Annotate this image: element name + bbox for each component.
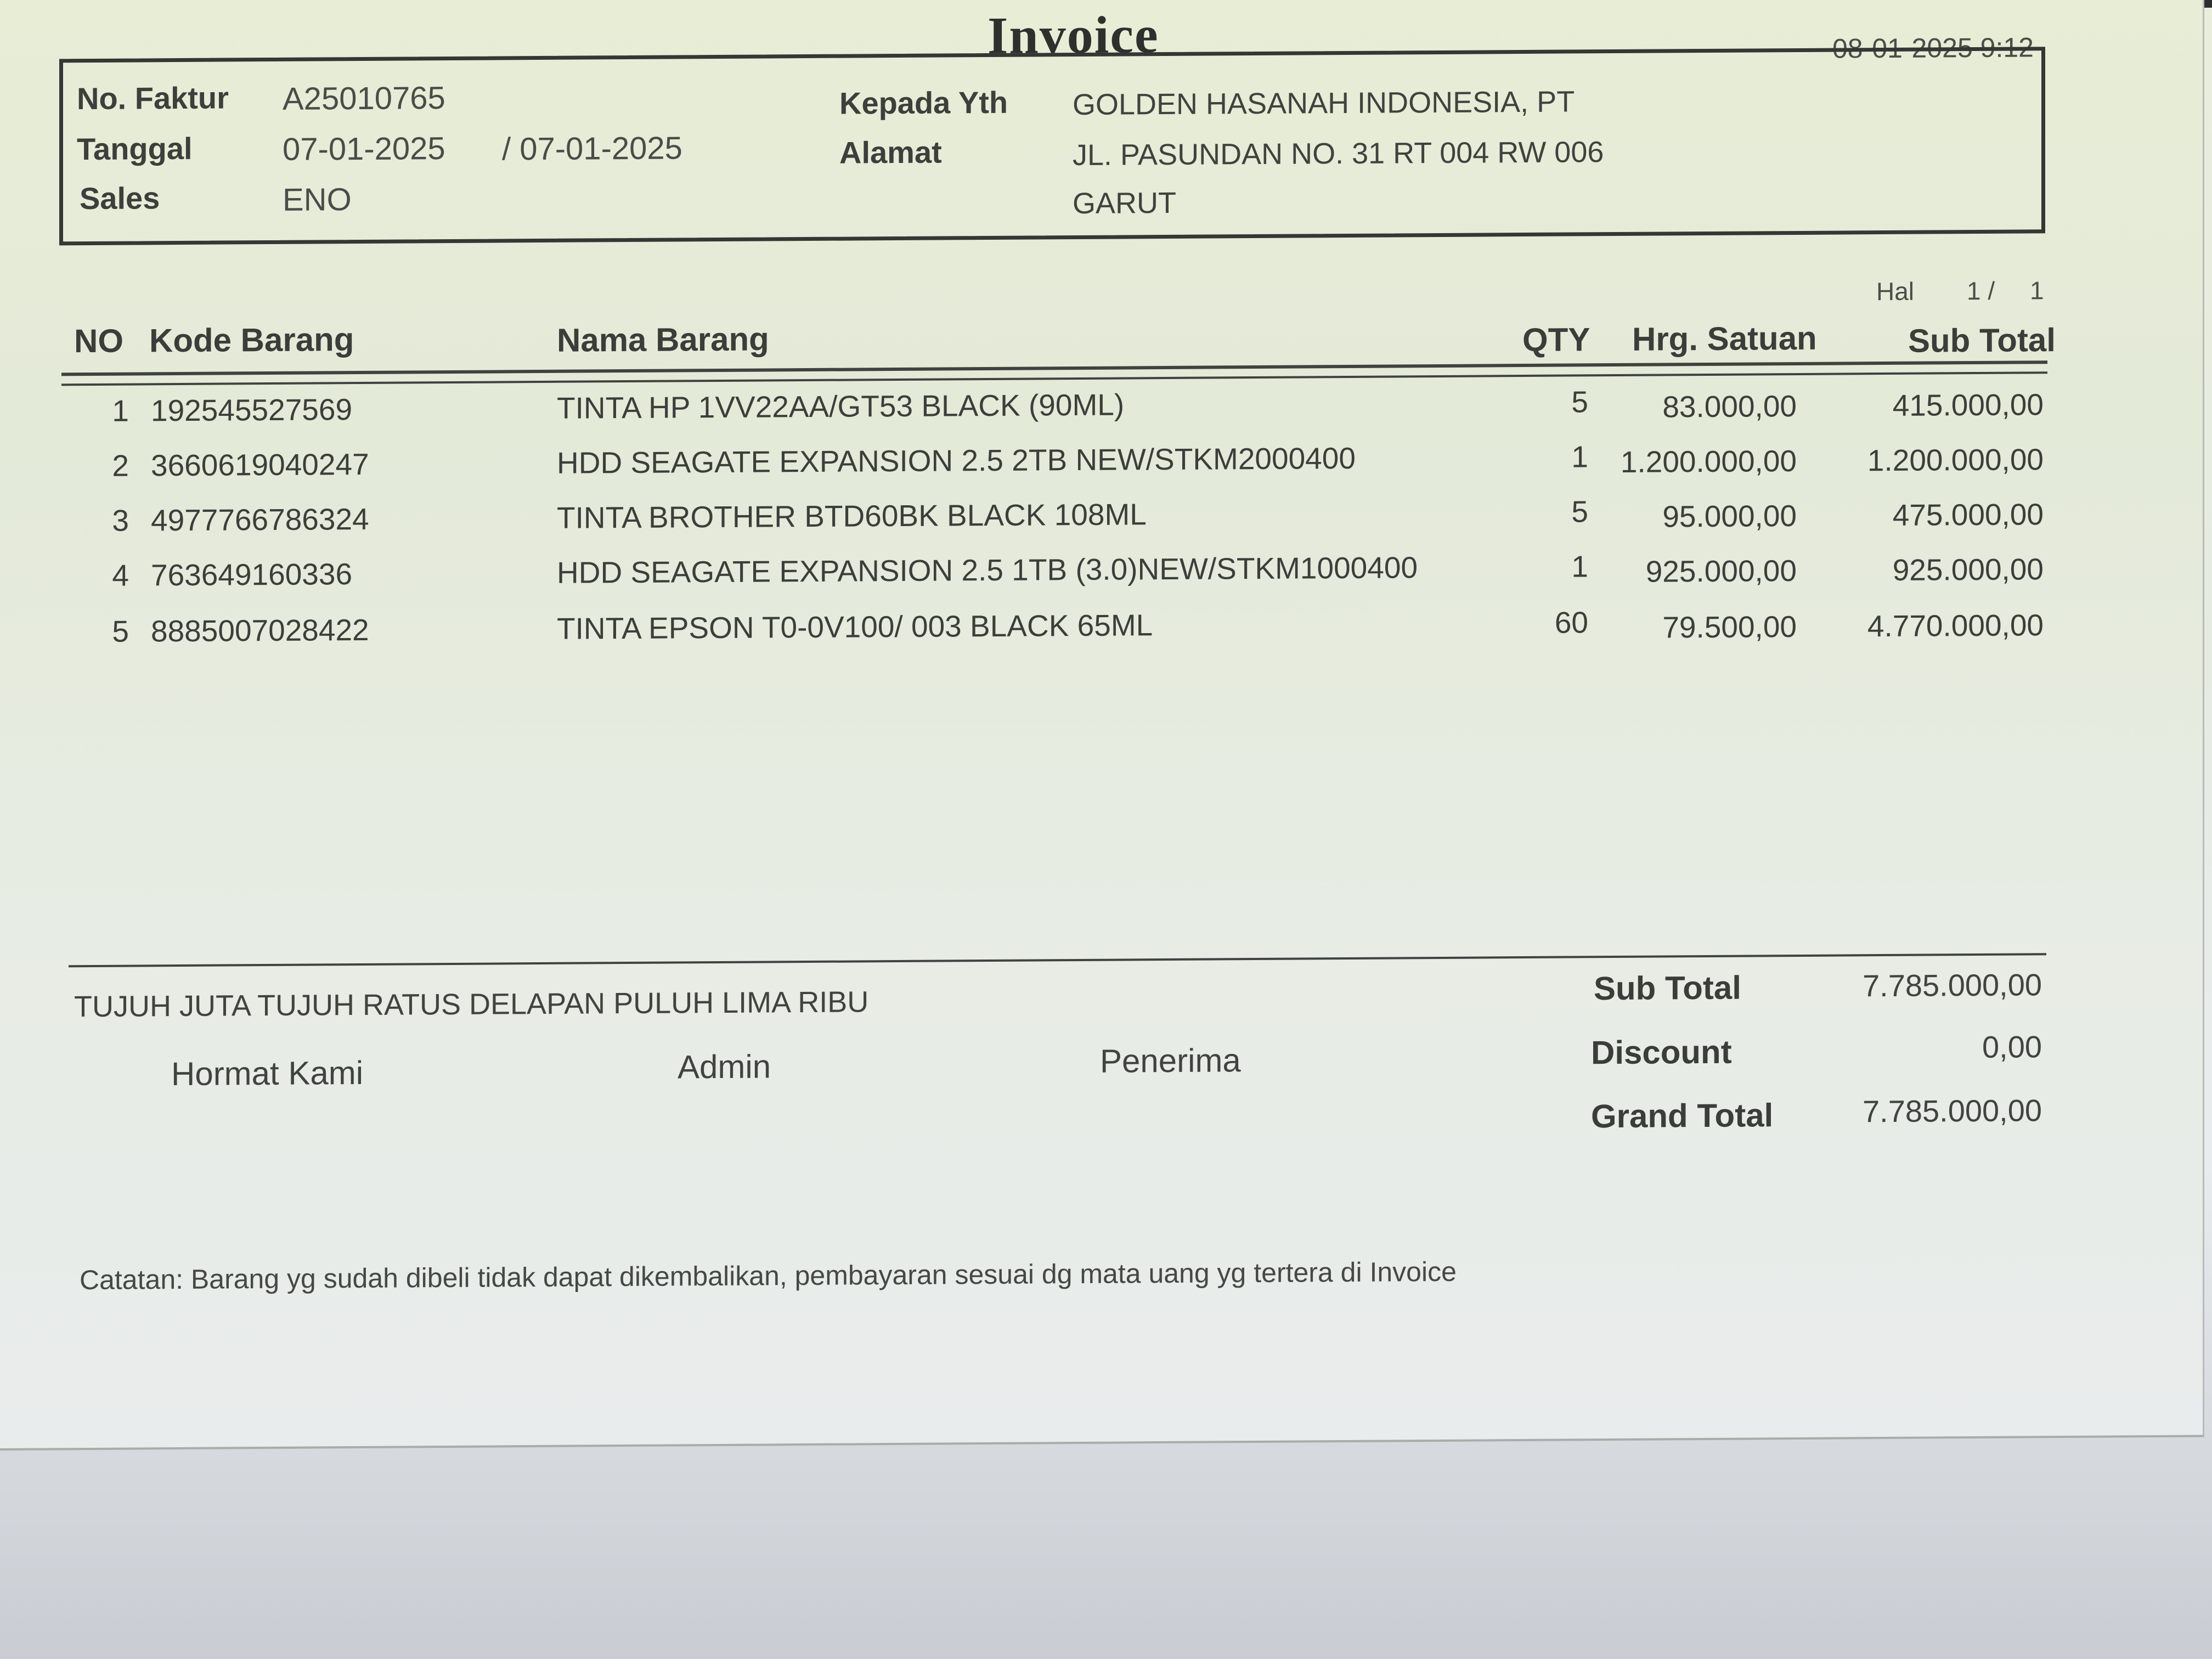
cell-no: 3: [112, 503, 129, 538]
sales-label: Sales: [80, 180, 160, 216]
col-header-subtotal: Sub Total: [1908, 321, 2056, 359]
kepada-value: GOLDEN HASANAH INDONESIA, PT: [1073, 85, 1575, 122]
discount-label: Discount: [1591, 1033, 1732, 1071]
cell-qty: 5: [1571, 385, 1588, 419]
cell-kode: 192545527569: [151, 392, 353, 428]
page-total: 1: [2030, 276, 2044, 305]
cell-no: 2: [112, 448, 129, 483]
grand-total-value: 7.785.000,00: [1863, 1093, 2042, 1129]
signature-hormat-kami: Hormat Kami: [171, 1054, 364, 1093]
alamat-line-2: GARUT: [1073, 186, 1176, 221]
subtotal-label: Sub Total: [1594, 969, 1741, 1007]
cell-nama: HDD SEAGATE EXPANSION 2.5 1TB (3.0)NEW/STKM1000400: [557, 550, 1418, 590]
cell-kode: 763649160336: [151, 557, 353, 592]
tanggal-due-value: / 07-01-2025: [502, 130, 682, 167]
col-header-kode: Kode Barang: [149, 321, 354, 359]
cell-qty: 5: [1571, 494, 1588, 529]
cell-kode: 8885007028422: [151, 612, 369, 648]
cell-qty: 1: [1571, 549, 1588, 584]
cell-qty: 60: [1554, 605, 1588, 640]
cell-subtotal: 4.770.000,00: [1867, 608, 2044, 644]
cell-harga: 83.000,00: [1662, 388, 1797, 424]
cell-no: 4: [112, 558, 129, 592]
signature-admin: Admin: [678, 1048, 771, 1086]
page-label: Hal: [1876, 276, 1915, 306]
invoice-note: Catatan: Barang yg sudah dibeli tidak dapat dikembalikan, pembayaran sesuai dg mata uang yg tertera di Invoice: [80, 1256, 1457, 1296]
col-header-nama: Nama Barang: [557, 320, 769, 359]
grand-total-label: Grand Total: [1591, 1097, 1774, 1135]
cell-subtotal: 415.000,00: [1892, 387, 2044, 422]
cell-no: 5: [112, 614, 129, 648]
col-header-no: NO: [74, 322, 123, 360]
col-header-qty: QTY: [1522, 321, 1590, 359]
alamat-label: Alamat: [839, 134, 942, 170]
signature-penerima: Penerima: [1100, 1042, 1241, 1080]
print-timestamp: 08-01-2025 9:12: [1832, 32, 2034, 64]
subtotal-value: 7.785.000,00: [1863, 967, 2042, 1003]
col-header-harga: Hrg. Satuan: [1632, 319, 1817, 358]
totals-rule: [69, 953, 2046, 967]
cell-nama: TINTA EPSON T0-0V100/ 003 BLACK 65ML: [557, 608, 1153, 646]
discount-value: 0,00: [1982, 1029, 2042, 1064]
cell-subtotal: 1.200.000,00: [1867, 442, 2044, 478]
cell-nama: TINTA HP 1VV22AA/GT53 BLACK (90ML): [557, 387, 1125, 425]
cell-harga: 925.000,00: [1645, 553, 1797, 589]
cell-nama: HDD SEAGATE EXPANSION 2.5 2TB NEW/STKM2000400: [557, 441, 1356, 480]
tanggal-label: Tanggal: [77, 131, 193, 167]
cell-harga: 1.200.000,00: [1620, 443, 1797, 479]
no-faktur-value: A25010765: [283, 80, 445, 117]
cell-harga: 95.000,00: [1662, 498, 1797, 534]
cell-kode: 4977766786324: [151, 501, 369, 538]
kepada-label: Kepada Yth: [839, 84, 1008, 121]
cell-kode: 3660619040247: [151, 447, 369, 483]
cell-nama: TINTA BROTHER BTD60BK BLACK 108ML: [557, 497, 1147, 535]
cell-no: 1: [112, 393, 129, 428]
cell-harga: 79.500,00: [1662, 609, 1797, 645]
sales-value: ENO: [283, 182, 352, 218]
no-faktur-label: No. Faktur: [77, 80, 229, 116]
invoice-title: Invoice: [988, 5, 1159, 65]
amount-in-words: TUJUH JUTA TUJUH RATUS DELAPAN PULUH LIMA RIBU: [74, 985, 869, 1024]
cell-subtotal: 475.000,00: [1892, 497, 2044, 532]
cell-subtotal: 925.000,00: [1892, 552, 2044, 587]
tanggal-value: 07-01-2025: [283, 131, 445, 167]
page-current: 1 /: [1967, 276, 1995, 306]
cell-qty: 1: [1571, 439, 1588, 474]
alamat-line-1: JL. PASUNDAN NO. 31 RT 004 RW 006: [1073, 136, 1604, 172]
